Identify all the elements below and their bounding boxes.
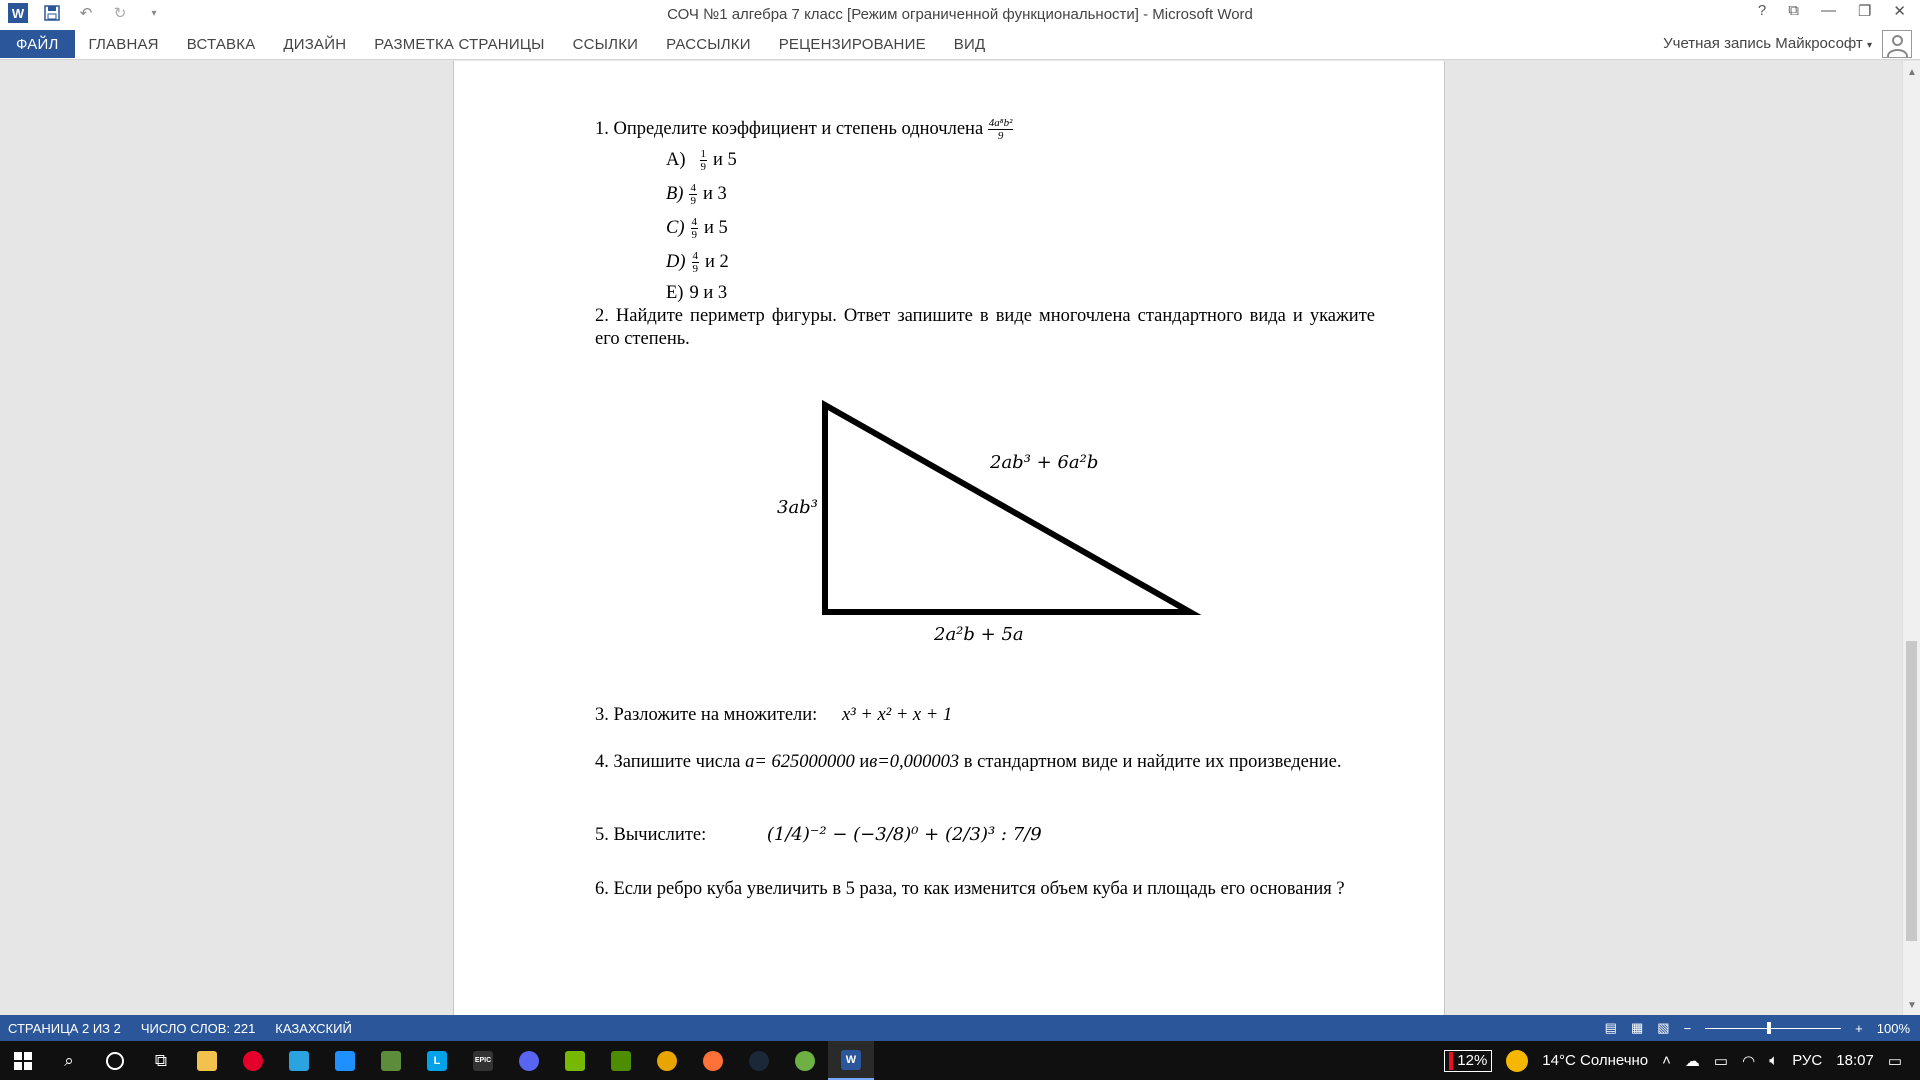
opera-icon [243, 1051, 263, 1071]
question-4-text: 4. Запишите числа [595, 752, 741, 772]
ribbon-display-icon[interactable]: ⧉ [1788, 2, 1799, 19]
taskbar-app-firefox[interactable] [690, 1041, 736, 1080]
tab-references[interactable]: ССЫЛКИ [572, 35, 639, 53]
question-5 [595, 824, 1375, 846]
tab-file[interactable]: ФАЙЛ [0, 30, 75, 58]
fraction-denominator: 9 [692, 263, 699, 275]
taskbar [0, 1041, 1920, 1080]
polynomial-expression: x³ + x² + x + 1 [841, 705, 953, 725]
answer-letter: D) [666, 252, 686, 272]
answer-letter: B) [666, 184, 684, 204]
zoom-out-button[interactable]: − [1683, 1020, 1692, 1036]
app-blue-icon [335, 1051, 355, 1071]
search-icon[interactable]: ⌕ [64, 1050, 74, 1070]
system-tray [1444, 1041, 1920, 1080]
taskbar-app-nvidia[interactable] [552, 1041, 598, 1080]
question-1-text: 1. Определите коэффициент и степень одночлена [595, 118, 984, 139]
volume-icon[interactable]: 🔈︎ [1769, 1052, 1779, 1069]
zoom-thumb[interactable] [1767, 1022, 1771, 1034]
tab-mailings[interactable]: РАССЫЛКИ [666, 35, 751, 53]
battery-level: 12% [1457, 1052, 1488, 1069]
taskbar-app-chrome[interactable] [644, 1041, 690, 1080]
fraction-numerator: 1 [700, 148, 707, 160]
answer-c [666, 216, 728, 241]
taskbar-app-utorrent[interactable] [782, 1041, 828, 1080]
word-logo-icon[interactable]: W [8, 3, 28, 23]
taskbar-app-opera[interactable] [230, 1041, 276, 1080]
weather-text[interactable]: 14°C Солнечно [1542, 1052, 1649, 1069]
taskbar-app-telegram[interactable] [276, 1041, 322, 1080]
side-left-label: 3ab³ [777, 497, 818, 518]
status-bar [0, 1015, 1920, 1041]
avatar[interactable] [1882, 30, 1912, 58]
title-bar [0, 0, 1920, 28]
question-2: 2. Найдите периметр фигуры. Ответ запишите в виде многочлена стандартного вида и укажите его степень. [595, 306, 1375, 349]
telegram-icon [289, 1051, 309, 1071]
answer-text: и 5 [713, 150, 737, 170]
device-icon[interactable]: ▭ [1713, 1052, 1729, 1070]
epic-games-icon: EPIC [473, 1051, 493, 1071]
taskbar-app-epic-games[interactable] [460, 1041, 506, 1080]
restore-icon[interactable]: ❐ [1857, 3, 1872, 20]
window-title: СОЧ №1 алгебра 7 класс [Режим ограниченной функциональности] - Microsoft Word [667, 6, 1253, 23]
tab-insert[interactable]: ВСТАВКА [186, 35, 256, 53]
task-view-icon[interactable]: ⧉ [154, 1050, 168, 1070]
taskbar-app-minecraft[interactable] [368, 1041, 414, 1080]
answer-text: и 5 [704, 218, 728, 238]
fraction-numerator: 4 [691, 216, 697, 228]
fraction-numerator: 4 [690, 182, 696, 194]
account-label: Учетная запись Майкрософт [1663, 35, 1863, 52]
utorrent-icon [795, 1051, 815, 1071]
tab-design[interactable]: ДИЗАЙН [283, 35, 347, 53]
question-3 [595, 705, 1375, 726]
word-icon: W [841, 1050, 861, 1070]
tab-view[interactable]: ВИД [953, 35, 986, 53]
page-count[interactable]: СТРАНИЦА 2 ИЗ 2 [8, 1021, 121, 1036]
calculation-expression: (1/4)⁻² − (−3/8)⁰ + (2/3)³ : 7/9 [766, 824, 1042, 845]
answer-fraction [689, 182, 697, 207]
start-button[interactable] [0, 1041, 46, 1080]
question-4-suffix: в стандартном виде и найдите их произведение. [963, 752, 1342, 772]
undo-icon[interactable]: ↶ [79, 5, 93, 22]
taskbar-app-steam[interactable] [736, 1041, 782, 1080]
tab-review[interactable]: РЕЦЕНЗИРОВАНИЕ [778, 35, 926, 53]
word-count[interactable]: ЧИСЛО СЛОВ: 221 [140, 1021, 256, 1036]
triangle-shape [825, 405, 1190, 612]
file-explorer-icon [197, 1051, 217, 1071]
question-6: 6. Если ребро куба увеличить в 5 раза, то как изменится объем куба и площадь его основания ? [595, 879, 1345, 899]
question-5-text: 5. Вычислите: [595, 825, 707, 845]
conjunction: и [859, 752, 870, 772]
tab-layout[interactable]: РАЗМЕТКА СТРАНИЦЫ [374, 35, 545, 53]
answer-fraction [700, 148, 708, 173]
taskbar-app-app-blue[interactable] [322, 1041, 368, 1080]
answer-text: и 3 [702, 184, 727, 204]
minecraft-icon [381, 1051, 401, 1071]
answer-text: 9 и 3 [689, 283, 728, 303]
customize-icon[interactable]: ▾ [151, 7, 157, 19]
steam-icon [749, 1051, 769, 1071]
answer-text: и 2 [705, 252, 729, 272]
answer-a [666, 148, 737, 173]
fraction-numerator: 4 [692, 250, 699, 262]
nvidia-icon [565, 1051, 585, 1071]
taskbar-app-word[interactable] [828, 1041, 874, 1080]
notifications-icon[interactable]: ▭ [1887, 1052, 1902, 1070]
chevron-down-icon: ▾ [1866, 40, 1872, 51]
language-indicator[interactable]: КАЗАХСКИЙ [275, 1021, 352, 1036]
minimize-icon[interactable]: — [1820, 2, 1836, 19]
battery-indicator[interactable] [1444, 1050, 1492, 1072]
vertical-scrollbar[interactable] [1902, 61, 1920, 1015]
scroll-thumb[interactable] [1906, 641, 1917, 941]
nvidia-2-icon [611, 1051, 631, 1071]
scroll-up-icon[interactable]: ▲ [1907, 67, 1917, 78]
zoom-slider[interactable] [1705, 1028, 1841, 1029]
print-layout-icon[interactable]: ▦ [1630, 1020, 1644, 1035]
taskbar-app-file-explorer[interactable] [184, 1041, 230, 1080]
question-3-text: 3. Разложите на множители: [595, 705, 818, 725]
monomial-fraction [988, 117, 1014, 142]
fraction-denominator: 9 [997, 130, 1004, 142]
discord-icon [519, 1051, 539, 1071]
chrome-icon [657, 1051, 677, 1071]
fraction-denominator: 9 [700, 161, 707, 173]
close-icon[interactable]: ✕ [1893, 3, 1906, 20]
cortana-icon[interactable] [92, 1041, 138, 1080]
firefox-icon [703, 1051, 723, 1071]
number-b: в=0,000003 [869, 752, 960, 772]
answer-letter: A) [666, 150, 686, 170]
chevron-up-icon[interactable]: ˄ [1662, 1052, 1671, 1069]
fraction-denominator: 9 [691, 229, 697, 241]
number-a: a= 625000000 [745, 752, 855, 772]
answer-letter: C) [666, 218, 685, 238]
wifi-icon[interactable]: ◠ [1742, 1052, 1756, 1070]
tab-home[interactable]: ГЛАВНАЯ [88, 35, 159, 53]
ribbon-tabs [0, 28, 1920, 60]
answer-letter: E) [666, 283, 684, 303]
zoom-in-button[interactable]: + [1855, 1020, 1863, 1036]
account-menu[interactable] [1663, 35, 1872, 52]
weather-sun-icon[interactable] [1506, 1050, 1528, 1072]
answer-fraction [692, 250, 700, 275]
zoom-level[interactable]: 100% [1876, 1020, 1910, 1036]
scroll-down-icon[interactable]: ▼ [1907, 1000, 1917, 1011]
onedrive-icon[interactable]: ☁ [1684, 1052, 1700, 1070]
taskbar-app-discord[interactable] [506, 1041, 552, 1080]
fraction-numerator: 4a⁸b² [988, 117, 1013, 129]
app-l-icon: L [427, 1051, 447, 1071]
side-bottom-label: 2a²b + 5a [934, 624, 1024, 645]
taskbar-app-nvidia-2[interactable] [598, 1041, 644, 1080]
answer-e [666, 283, 727, 304]
input-language[interactable]: РУС [1792, 1052, 1823, 1069]
question-4 [595, 751, 1375, 774]
clock[interactable]: 18:07 [1836, 1052, 1874, 1069]
triangle-figure [760, 395, 1210, 655]
answer-d [666, 250, 729, 275]
help-icon[interactable]: ? [1757, 2, 1767, 19]
web-layout-icon[interactable]: ▧ [1657, 1020, 1670, 1035]
question-1 [595, 117, 1375, 142]
side-hypotenuse-label: 2ab³ + 6a²b [990, 452, 1099, 473]
answer-b [666, 182, 727, 207]
answer-fraction [691, 216, 699, 241]
taskbar-app-app-l[interactable] [414, 1041, 460, 1080]
redo-icon[interactable]: ↻ [113, 5, 127, 22]
fraction-denominator: 9 [690, 195, 696, 207]
read-mode-icon[interactable]: ▤ [1604, 1020, 1617, 1035]
